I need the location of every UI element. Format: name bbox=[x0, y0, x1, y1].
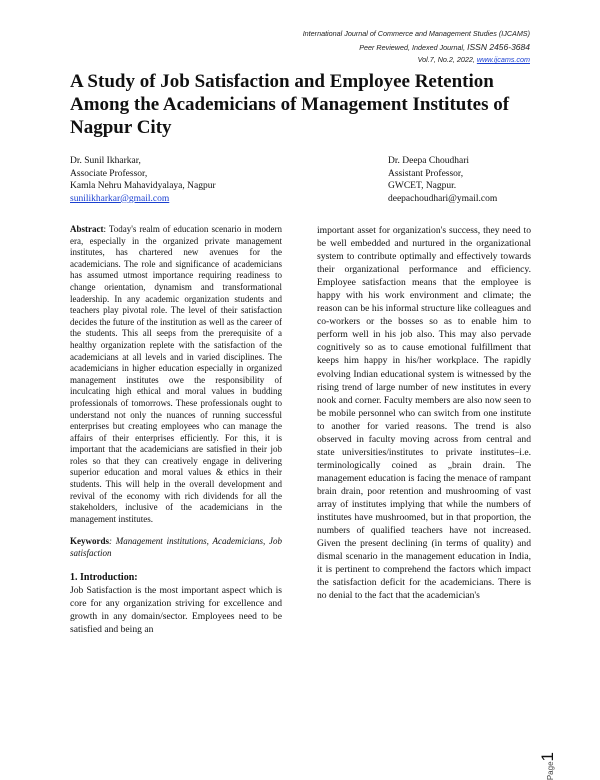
introduction-text-left: Job Satisfaction is the most important aspect which is core for any organization striving for excellence and growth in any domain/sector. Employees need to be satisfied and being an bbox=[70, 584, 282, 635]
author-designation: Associate Professor, bbox=[70, 168, 148, 179]
section-heading: 1. Introduction: bbox=[70, 571, 138, 583]
left-column bbox=[70, 224, 282, 636]
author-institution: GWCET, Nagpur. bbox=[388, 181, 457, 191]
author-block-1 bbox=[70, 155, 216, 205]
page-number: 1 bbox=[538, 752, 557, 762]
author-block-2 bbox=[388, 155, 497, 205]
abstract bbox=[70, 224, 282, 525]
review-text: Peer Reviewed, Indexed Journal, bbox=[359, 42, 468, 52]
keywords-text: : Management institutions, Academicians, Job satisfaction bbox=[70, 536, 282, 559]
author-institution: Kamla Nehru Mahavidyalaya, Nagpur bbox=[70, 181, 216, 191]
journal-website-link[interactable]: www.ijcams.com bbox=[476, 55, 530, 64]
volume-text: Vol.7, No.2, 2022, bbox=[417, 55, 477, 64]
keywords bbox=[70, 536, 282, 559]
author-name: Dr. Sunil Ikharkar, bbox=[70, 156, 141, 166]
journal-name: International Journal of Commerce and Management Studies (IJCAMS) bbox=[302, 29, 530, 38]
issn: ISSN 2456-3684 bbox=[467, 41, 530, 52]
journal-volume-line bbox=[303, 54, 530, 67]
introduction-text-right: important asset for organization's success, they need to be well embedded and nurtured in the organizational system to contribute optimally and effectively towards their organizational performance and efficiency. Employee satisfaction means that the employee is happy with his work environment and climate; the reason can be his informal structure like colleagues and co-workers or the bosses so as to enable him to perform well in his job also. This may also pervade cognitively so as to cause emotional fulfillment that keeps him happy in his/her workplace. The rapidly evolving Indian educational system is witnessed by the rising trend of large number of new institutes in every nook and corner. Faculty members are also now seen to be mobile personnel who can switch from one institute to another for varied reasons. The trend is also observed in faculty moving across from central and state universities/institutes to private institutes–i.e. terminologically coined as „brain drain. The management education is facing the menace of rampant brain drain, poor retention and mushrooming of vast array of institutes implying that while the numbers of institutes have mushroomed, but in that proportion, the numbers of qualified teachers have not increased. Given the present declining (in terms of quality) and dismal scenario in the management education in India, it is pertinent to comprehend the factors which impact the satisfaction deficit for the academicians. There is no denial to the fact that the academician's bbox=[317, 225, 531, 602]
author-email: deepachoudhari@ymail.com bbox=[388, 193, 498, 204]
page-label: Page bbox=[546, 761, 555, 780]
abstract-label: Abstract bbox=[70, 224, 104, 234]
author-name: Dr. Deepa Choudhari bbox=[388, 156, 469, 166]
journal-header bbox=[303, 28, 530, 67]
keywords-label: Keywords bbox=[70, 536, 109, 547]
paper-title: A Study of Job Satisfaction and Employee Retention Among the Academicians of Management Institutes of Nagpur City bbox=[70, 71, 510, 138]
right-column bbox=[317, 224, 531, 602]
author-designation: Assistant Professor, bbox=[388, 168, 464, 179]
journal-review-line bbox=[303, 41, 530, 55]
abstract-text: : Today's realm of education scenario in modern era, especially in the organized private management institutes, has chartered new avenues for the academicians. The role and significance of academicians has assumed utmost importance requiring readiness to change orientation, dynamism and transformational leadership. In any academic organization students and teachers play pivotal role. The level of their satisfaction decides the future of the institution as well as the career of the students. This all seeps from the prerequisite of a healthy organization replete with the satisfaction of the academicians at all levels and in varied disciplines. The academicians in higher education especially in organized management institutes owe the responsibility of inculcating high ethical and moral values in budding professionals of tomorrows. These professionals ought to understand not only the nuances of running successful enterprises but creating employees who can manage the affairs of their enterprises efficiently. For this, it is important that the academicians are satisfied in their job roles so that they can creatively engage in delivering superior education and moral values & ethics in their students. This will help in the overall development and revival of the economy with rich dividends for all the stakeholders, inclusive of the academicians in the management institutes. bbox=[70, 224, 282, 524]
author-email-link[interactable]: sunilikharkar@gmail.com bbox=[70, 193, 170, 204]
